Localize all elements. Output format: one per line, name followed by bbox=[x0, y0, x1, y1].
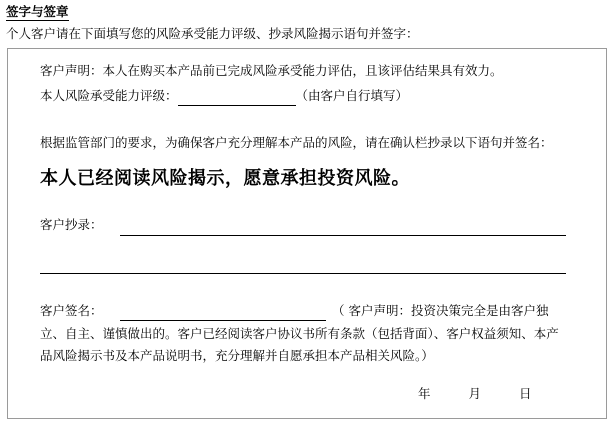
date-year-label: 年 bbox=[418, 386, 431, 401]
customer-copy-label: 客户抄录： bbox=[40, 217, 103, 232]
section-title-text: 签字与签章 bbox=[6, 4, 69, 19]
risk-rating-input[interactable] bbox=[178, 87, 296, 106]
customer-signature-line[interactable] bbox=[120, 320, 326, 321]
risk-rating-hint: （由客户自行填写） bbox=[295, 88, 409, 103]
signature-box bbox=[7, 48, 607, 419]
customer-copy-line-1[interactable] bbox=[120, 235, 566, 236]
instruction-line: 根据监管部门的要求，为确保客户充分理解本产品的风险，请在确认栏抄录以下语句并签名： bbox=[40, 135, 553, 150]
note-line-1: （ 客户声明：投资决策完全是由客户独 bbox=[332, 303, 549, 318]
date-day-label: 日 bbox=[519, 386, 532, 401]
customer-signature-label: 客户签名： bbox=[40, 303, 103, 318]
customer-statement-line: 客户声明：本人在购买本产品前已完成风险承受能力评估，且该评估结果具有效力。 bbox=[40, 63, 503, 78]
note-line-3: 品风险揭示书及本产品说明书，充分理解并自愿承担本产品相关风险。） bbox=[40, 348, 434, 363]
risk-rating-line bbox=[40, 87, 408, 106]
note-line-2: 立、自主、谨慎做出的。客户已经阅读客户协议书所有条款（包括背面）、客户权益须知、本产 bbox=[40, 326, 559, 341]
date-row bbox=[418, 385, 532, 403]
bold-risk-statement: 本人已经阅读风险揭示，愿意承担投资风险。 bbox=[40, 168, 410, 189]
section-title bbox=[6, 4, 69, 20]
date-month-label: 月 bbox=[468, 386, 482, 401]
risk-rating-label: 本人风险承受能力评级： bbox=[40, 88, 178, 103]
customer-copy-line-2[interactable] bbox=[40, 273, 566, 274]
section-intro: 个人客户请在下面填写您的风险承受能力评级、抄录风险揭示语句并签字： bbox=[6, 26, 419, 41]
